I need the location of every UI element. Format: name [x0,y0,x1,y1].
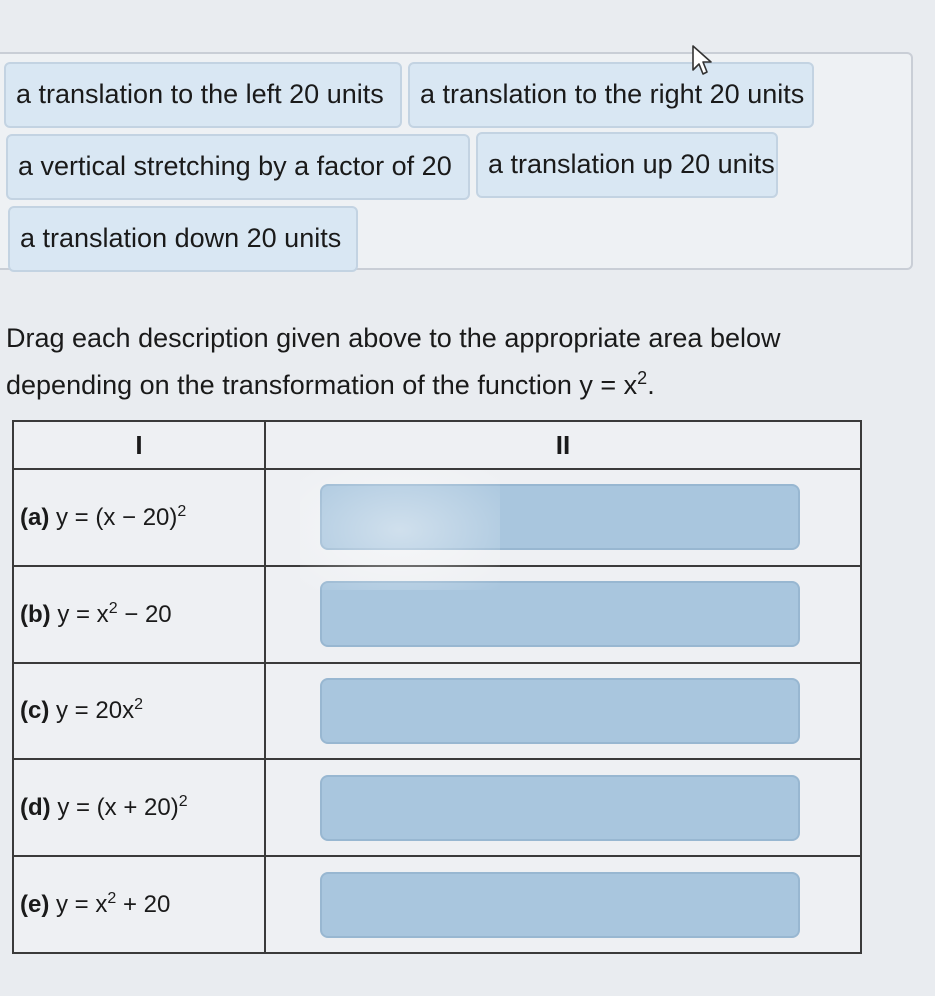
drop-zone-a[interactable] [320,484,800,550]
chip-translation-up[interactable]: a translation up 20 units [476,132,778,198]
row-letter: (b) [20,600,51,628]
drop-cell-d [265,759,861,856]
chip-translation-down[interactable]: a translation down 20 units [8,206,358,272]
row-letter: (a) [20,503,50,531]
drop-cell-a [265,469,861,566]
drop-cell-c [265,663,861,760]
chip-translation-right[interactable]: a translation to the right 20 units [408,62,814,128]
row-exponent: 2 [177,502,187,520]
table-row [13,856,861,953]
table-row [13,663,861,760]
column-header-ii: II [265,421,861,469]
chip-vertical-stretch[interactable]: a vertical stretching by a factor of 20 [6,134,470,200]
table-row [13,566,861,663]
row-label-e [13,856,265,953]
row-label-b [13,566,265,663]
instructions-text: Drag each description given above to the appropriate area below depending on the transformation of the function y = x [6,323,781,400]
row-label-c [13,663,265,760]
drop-zone-e[interactable] [320,872,800,938]
matching-table [12,420,862,954]
table-row [13,759,861,856]
row-expression: y = x [56,891,108,919]
instructions [6,318,906,405]
row-exponent: 2 [107,890,117,908]
row-label-a [13,469,265,566]
row-letter: (c) [20,697,50,725]
row-letter: (e) [20,891,50,919]
row-label-d [13,759,265,856]
table-row [13,469,861,566]
row-letter: (d) [20,794,51,822]
column-header-i: I [13,421,265,469]
row-tail: − 20 [117,600,172,628]
row-expression: y = 20x [56,697,135,725]
drop-zone-d[interactable] [320,775,800,841]
row-tail: + 20 [116,891,171,919]
row-exponent: 2 [108,599,118,617]
drop-zone-c[interactable] [320,678,800,744]
row-exponent: 2 [178,793,188,811]
row-exponent: 2 [134,696,143,714]
answer-bank [0,52,913,270]
row-expression: y = (x − 20) [56,503,178,531]
drop-zone-b[interactable] [320,581,800,647]
drop-cell-b [265,566,861,663]
row-expression: y = x [57,600,109,628]
row-expression: y = (x + 20) [57,794,179,822]
instructions-end: . [647,370,655,400]
instructions-exponent: 2 [637,368,648,388]
chip-translation-left[interactable]: a translation to the left 20 units [4,62,402,128]
mouse-pointer-icon [690,44,716,78]
drop-cell-e [265,856,861,953]
